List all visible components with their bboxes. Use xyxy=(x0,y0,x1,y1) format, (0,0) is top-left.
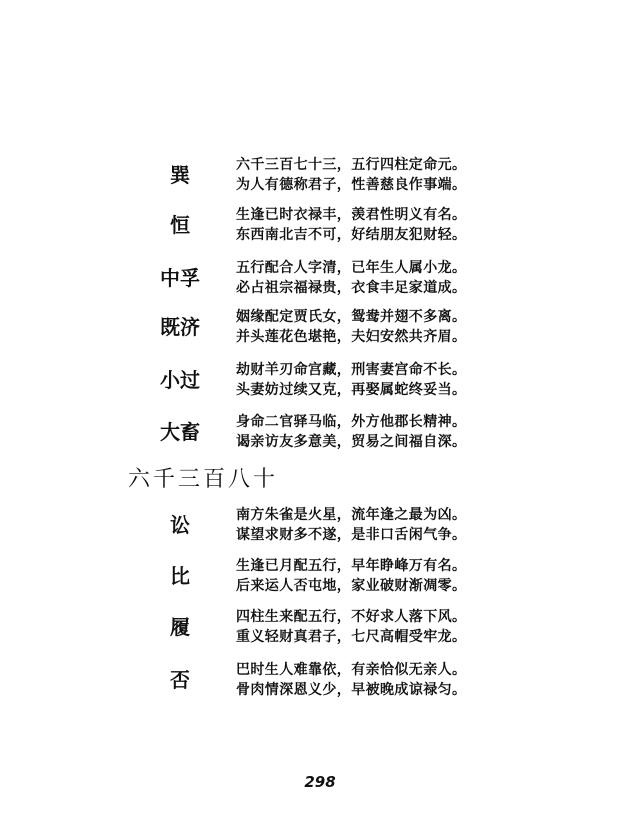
verse-entry-9 xyxy=(0,607,640,647)
verse-line-1: 劫财羊刃命宫藏，刑害妻宫命不长。 xyxy=(236,362,467,378)
verse-line-2: 为人有德称君子，性善慈良作事端。 xyxy=(236,177,467,193)
verse-text xyxy=(236,607,466,647)
section-title: 六千三百八十 xyxy=(128,467,279,492)
verse-text xyxy=(236,360,466,400)
verse-text xyxy=(236,307,466,347)
verse-entry-8 xyxy=(0,556,640,596)
verse-entry-2 xyxy=(0,205,640,245)
verse-line-1: 姻缘配定贾氏女，鸳鸯并翅不多离。 xyxy=(236,309,467,325)
verse-line-2: 骨肉情深恩义少，早被晚成谅禄匀。 xyxy=(236,682,467,698)
hexagram-name: 大畜 xyxy=(160,420,200,444)
verse-entry-5 xyxy=(0,360,640,400)
verse-line-2: 必占祖宗福禄贵，衣食丰足家道成。 xyxy=(236,280,467,296)
verse-line-2: 东西南北吉不可，好结朋友犯财轻。 xyxy=(236,227,467,243)
verse-line-2: 谒亲访友多意美，贸易之间福自深。 xyxy=(236,434,467,450)
verse-entry-10 xyxy=(0,660,640,700)
verse-text xyxy=(236,556,466,596)
verse-entry-1 xyxy=(0,155,640,195)
hexagram-name: 否 xyxy=(170,668,190,692)
verse-line-1: 六千三百七十三，五行四柱定命元。 xyxy=(236,157,467,173)
verse-line-1: 四柱生来配五行，不好求人落下风。 xyxy=(236,609,467,625)
verse-text xyxy=(236,412,466,452)
hexagram-name: 讼 xyxy=(170,513,190,537)
hexagram-name: 恒 xyxy=(170,213,190,237)
verse-text xyxy=(236,258,466,298)
hexagram-name: 巽 xyxy=(170,163,190,187)
verse-entry-4 xyxy=(0,307,640,347)
page-number: 298 xyxy=(304,773,336,791)
verse-line-1: 南方朱雀是火星，流年逢之最为凶。 xyxy=(236,507,467,523)
verse-text xyxy=(236,505,466,545)
verse-text xyxy=(236,205,466,245)
verse-line-2: 并头莲花色堪艳，夫妇安然共齐眉。 xyxy=(236,329,467,345)
verse-line-1: 巴时生人难靠依，有亲恰似无亲人。 xyxy=(236,662,467,678)
verse-line-2: 谋望求财多不遂，是非口舌闲气争。 xyxy=(236,527,467,543)
verse-text xyxy=(236,155,466,195)
verse-entry-7 xyxy=(0,505,640,545)
verse-text xyxy=(236,660,466,700)
verse-line-1: 身命二官驿马临，外方他郡长精神。 xyxy=(236,414,467,430)
verse-line-2: 头妻妨过续又克，再娶属蛇终妥当。 xyxy=(236,382,467,398)
verse-line-2: 重义轻财真君子，七尺高帽受牢龙。 xyxy=(236,629,467,645)
verse-line-2: 后来运人否屯地，家业破财渐凋零。 xyxy=(236,578,467,594)
verse-entry-3 xyxy=(0,258,640,298)
verse-line-1: 生逢已月配五行，早年睁峰万有名。 xyxy=(236,558,467,574)
hexagram-name: 比 xyxy=(170,564,190,588)
verse-line-1: 五行配合人字清，已年生人属小龙。 xyxy=(236,260,467,276)
hexagram-name: 履 xyxy=(170,615,190,639)
hexagram-name: 中孚 xyxy=(160,266,200,290)
hexagram-name: 小过 xyxy=(160,368,200,392)
verse-line-1: 生逢已时衣禄丰，羡君性明义有名。 xyxy=(236,207,467,223)
hexagram-name: 既济 xyxy=(160,315,200,339)
verse-entry-6 xyxy=(0,412,640,452)
